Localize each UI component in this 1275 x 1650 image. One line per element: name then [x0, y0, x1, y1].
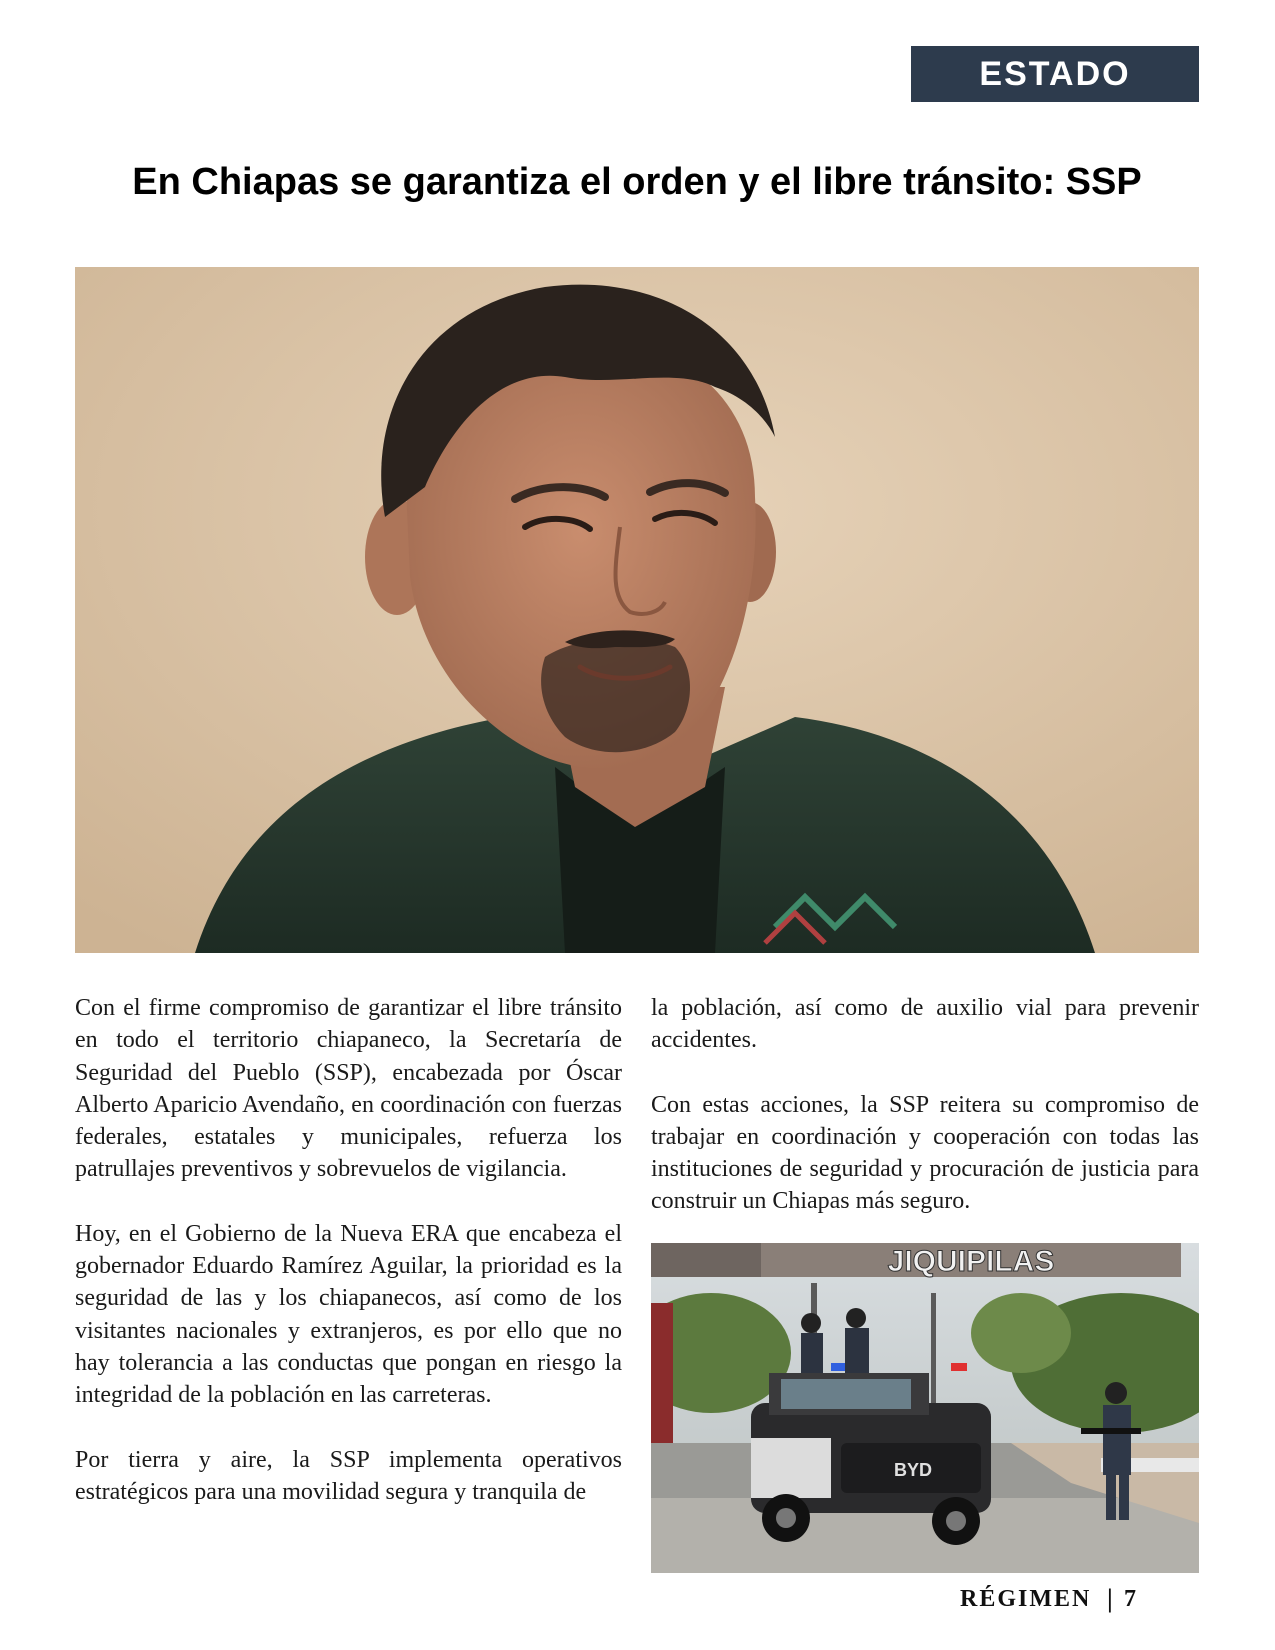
section-label: ESTADO [979, 54, 1131, 93]
section-tag [911, 46, 1199, 102]
article-left-column [75, 992, 622, 1540]
vehicle-brand: BYD [893, 1460, 933, 1480]
footer-separator: | [1107, 1584, 1113, 1613]
article-paragraph: Hoy, en el Gobierno de la Nueva ERA que encabeza el gobernador Eduardo Ramírez Aguilar, la prioridad es la seguridad de las y los chiapanecos, así como de los visitantes nacionales y extranjeros, es por ello que no hay tolerancia a las conductas que pongan en riesgo la integridad de la población en las carreteras. [75, 1220, 622, 1409]
patrol-illustration [651, 1243, 1199, 1573]
sign-text: JIQUIPILAS [887, 1245, 1055, 1278]
main-photo [75, 267, 1199, 953]
article-right-column [651, 992, 1199, 1250]
article-paragraph: Con estas acciones, la SSP reitera su compromiso de trabajar en coordinación y cooperación con todas las instituciones de seguridad y procuración de justicia para construir un Chiapas más seguro. [651, 1091, 1199, 1215]
page-number: 7 [1124, 1586, 1136, 1612]
magazine-name: RÉGIMEN [960, 1586, 1092, 1612]
article-paragraph: la población, así como de auxilio vial para prevenir accidentes. [651, 995, 1199, 1054]
portrait-illustration [75, 267, 1199, 953]
article-paragraph: Con el firme compromiso de garantizar el libre tránsito en todo el territorio chiapaneco, la Secretaría de Seguridad del Pueblo (SSP), encabezada por Óscar Alberto Aparicio Avendaño, en coordinación con fuerzas federales, estatales y municipales, refuerza los patrullajes preventivos y sobrevuelos de vigilancia. [75, 995, 622, 1183]
police-patrol-photo [651, 1243, 1199, 1573]
article-paragraph: Por tierra y aire, la SSP implementa operativos estratégicos para una movilidad segura y tranquila de [75, 1446, 622, 1505]
article-headline: En Chiapas se garantiza el orden y el libre tránsito: SSP [132, 161, 1142, 203]
